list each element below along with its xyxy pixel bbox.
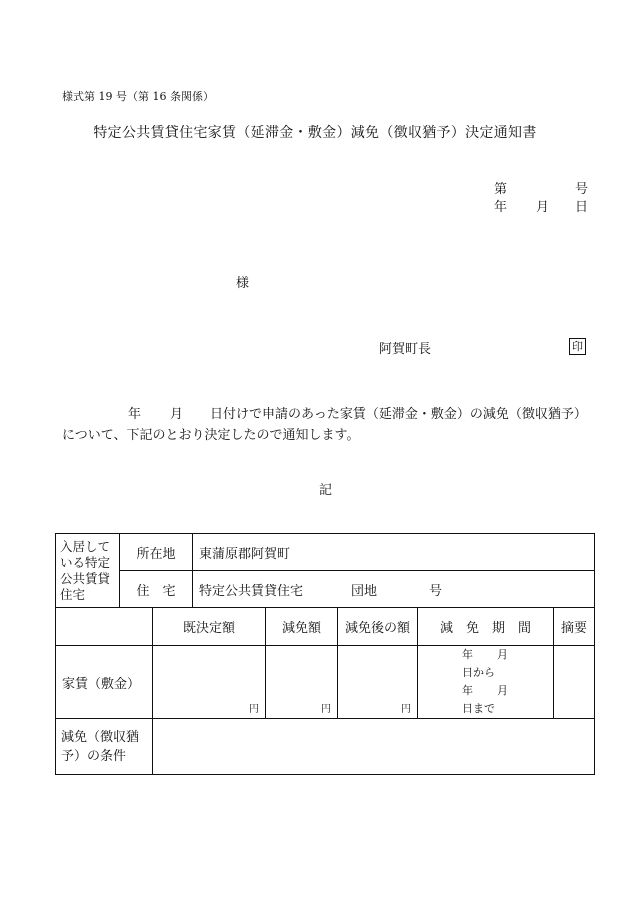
header-period: 減 免 期 間: [418, 608, 554, 646]
header-remarks: 摘要: [554, 608, 595, 646]
after-amount-cell: [338, 646, 418, 719]
header-reduction: 減免額: [266, 608, 338, 646]
seal-mark: 印: [569, 338, 586, 355]
doc-number-suffix: 号: [575, 182, 589, 197]
header-decided: 既決定額: [153, 608, 266, 646]
residence-label: 入居して いる特定 公共賃貸 住宅: [56, 534, 120, 608]
decision-table: [55, 533, 595, 775]
location-label: 所在地: [120, 534, 193, 571]
conditions-label: 減免（徴収猶 予）の条件: [56, 719, 153, 775]
conditions-value: [153, 719, 595, 775]
rent-label: 家賃（敷金）: [56, 646, 153, 719]
date-day: 日: [575, 200, 589, 215]
period-cell: 年 月日から 年 月日まで: [418, 646, 554, 719]
yen-after: 円: [401, 704, 412, 715]
reduction-amount-cell: [266, 646, 338, 719]
doc-number-prefix: 第: [494, 182, 508, 197]
location-value: 東蒲原郡阿賀町: [193, 534, 595, 571]
header-after: 減免後の額: [338, 608, 418, 646]
body-year: 年: [128, 407, 142, 422]
housing-value-cell: [193, 571, 595, 608]
body-line1: 日付けで申請のあった家賃（延滞金・敷金）の減免（徴収猶予）: [210, 407, 587, 422]
issuer: 阿賀町長: [379, 342, 432, 357]
body-line2: について、下記のとおり決定したので通知します。: [62, 428, 360, 443]
date-year: 年: [494, 200, 508, 215]
addressee-suffix: 様: [236, 276, 250, 291]
yen-decided: 円: [249, 704, 260, 715]
housing-type: 特定公共賃貸住宅: [199, 583, 304, 599]
danchi-label: 団地: [351, 583, 378, 599]
decided-amount-cell: [153, 646, 266, 719]
header-blank: [56, 608, 153, 646]
document-title: 特定公共賃貸住宅家賃（延滞金・敷金）減免（徴収猶予）決定通知書: [93, 125, 537, 141]
body-month: 月: [170, 407, 184, 422]
date-month: 月: [536, 200, 550, 215]
housing-label: 住 宅: [120, 571, 193, 608]
form-id: 様式第 19 号（第 16 条関係）: [62, 90, 214, 103]
remarks-cell: [554, 646, 595, 719]
go-label: 号: [429, 583, 443, 599]
ki-label: 記: [319, 483, 333, 498]
yen-reduction: 円: [321, 704, 332, 715]
